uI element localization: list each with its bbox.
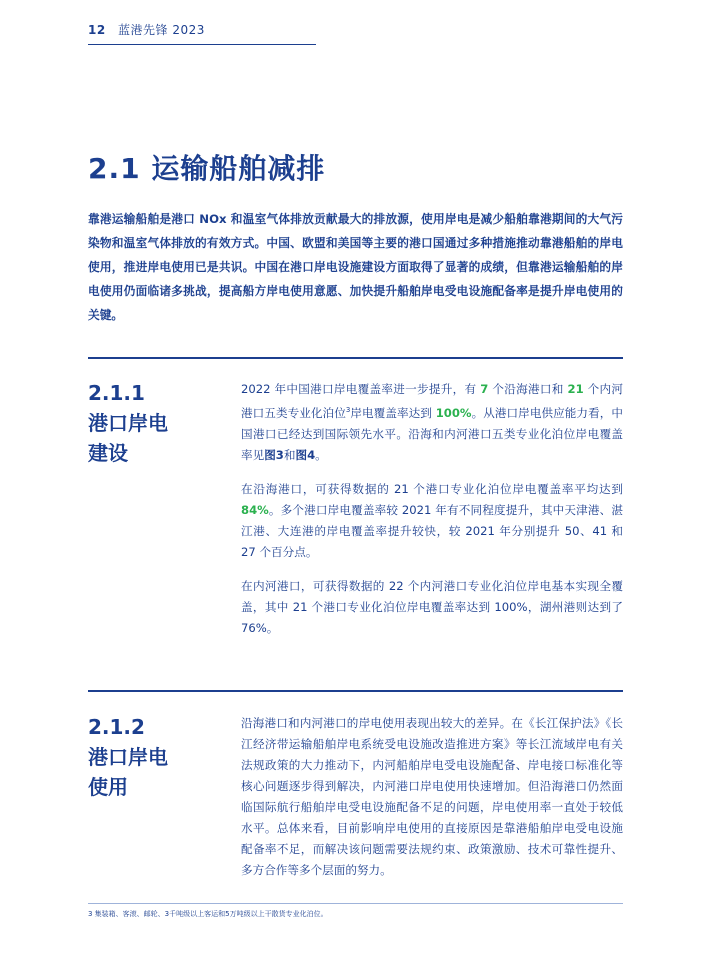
paragraph: 在内河港口，可获得数据的 22 个内河港口专业化泊位岸电基本实现全覆盖，其中 21 个港口专业化泊位岸电覆盖率达到 100%，湖州港则达到了 76%。 [241,578,623,635]
page-title: 2.1 运输船舶减排 [88,152,326,185]
paragraph: 沿海港口和内河港口的岸电使用表现出较大的差异。在《长江保护法》《长江经济带运输船舶岸电系统受电设施改造推进方案》等长江流域岸电有关法规政策的大力推动下，内河船舶岸电受电设施配备、岸电接口标准化等核心问题逐步得到解决，内河港口岸电使用快速增加。但沿海港口仍然面临国际航行船舶岸电受电设施配备不足的问题，岸电使用率一直处于较低水平。总体来看，目前影响岸电使用的直接原因是靠港船舶岸电受电设施配备率不足，而解决该问题需要法规约束、政策激励、技术可靠性提升、多方合作等多个层面的努力。 [241,716,623,877]
section-title-line: 使用 [88,775,128,799]
text-run: 。多个港口岸电覆盖率较 2021 年有不同程度提升，其中天津港、湛江港、大连港的岸电覆盖率提升较快，较 2021 年分别提升 50、41 和 27 个百分点。 [241,502,623,559]
text-run: 。从港口岸电供应能力看，中国港口已经达到国际领先水平。沿海和内河港口五类专业化泊位岸电覆盖率见 [241,405,623,462]
text-run: 和 [283,447,296,462]
figure-ref-4[interactable]: 图4 [295,447,316,462]
section-body-2-1-2 [241,713,623,894]
text-run: 。 [315,447,327,462]
section-divider-2 [88,690,623,692]
section-body-2-1-1 [241,379,623,652]
figure-ref-3[interactable]: 图3 [264,447,284,462]
text-run: 2022 年中国港口岸电覆盖率进一步提升，有 [241,382,481,396]
footnote-divider [88,903,623,904]
section-title-line: 港口岸电 [88,745,168,769]
footnote: 3 集装箱、客滚、邮轮、3千吨级以上客运和5万吨级以上干散货专业化泊位。 [88,910,328,918]
section-title-line: 建设 [88,441,128,465]
highlight-number: 84% [241,502,269,517]
header-divider [88,44,316,45]
text-run: 岸电覆盖率达到 [350,405,436,420]
intro-paragraph: 靠港运输船舶是港口 NOx 和温室气体排放贡献最大的排放源，使用岸电是减少船舶靠港期间的大气污染物和温室气体排放的有效方式。中国、欧盟和美国等主要的港口国通过多种措施推动靠港船舶的岸电使用，推进岸电使用已是共识。中国在港口岸电设施建设方面取得了显著的成绩，但靠港运输船舶的岸电使用仍面临诸多挑战，提高船方岸电使用意愿、加快提升船舶岸电受电设施配备率是提升岸电使用的关键。 [88,212,623,322]
section-title-2-1-1 [88,378,168,468]
section-title-line: 港口岸电 [88,411,168,435]
section-number: 2.1.2 [88,715,145,739]
highlight-number: 21 [567,382,584,396]
paragraph [241,379,623,466]
paragraph [241,479,623,563]
highlight-number: 7 [480,382,489,396]
footnote-ref[interactable]: 3 [345,406,351,414]
page-header [88,21,205,38]
text-run: 个内河港口五类专业化泊位 [241,382,623,420]
section-number: 2.1.1 [88,381,145,405]
report-title: 蓝港先锋 2023 [118,23,205,37]
text-run: 个沿海港口和 [488,382,568,396]
page-number: 12 [88,23,106,37]
highlight-number: 100% [435,405,472,420]
section-title-2-1-2 [88,712,168,802]
text-run: 在沿海港口，可获得数据的 21 个港口专业化泊位岸电覆盖率平均达到 [241,481,623,496]
section-divider-1 [88,357,623,359]
